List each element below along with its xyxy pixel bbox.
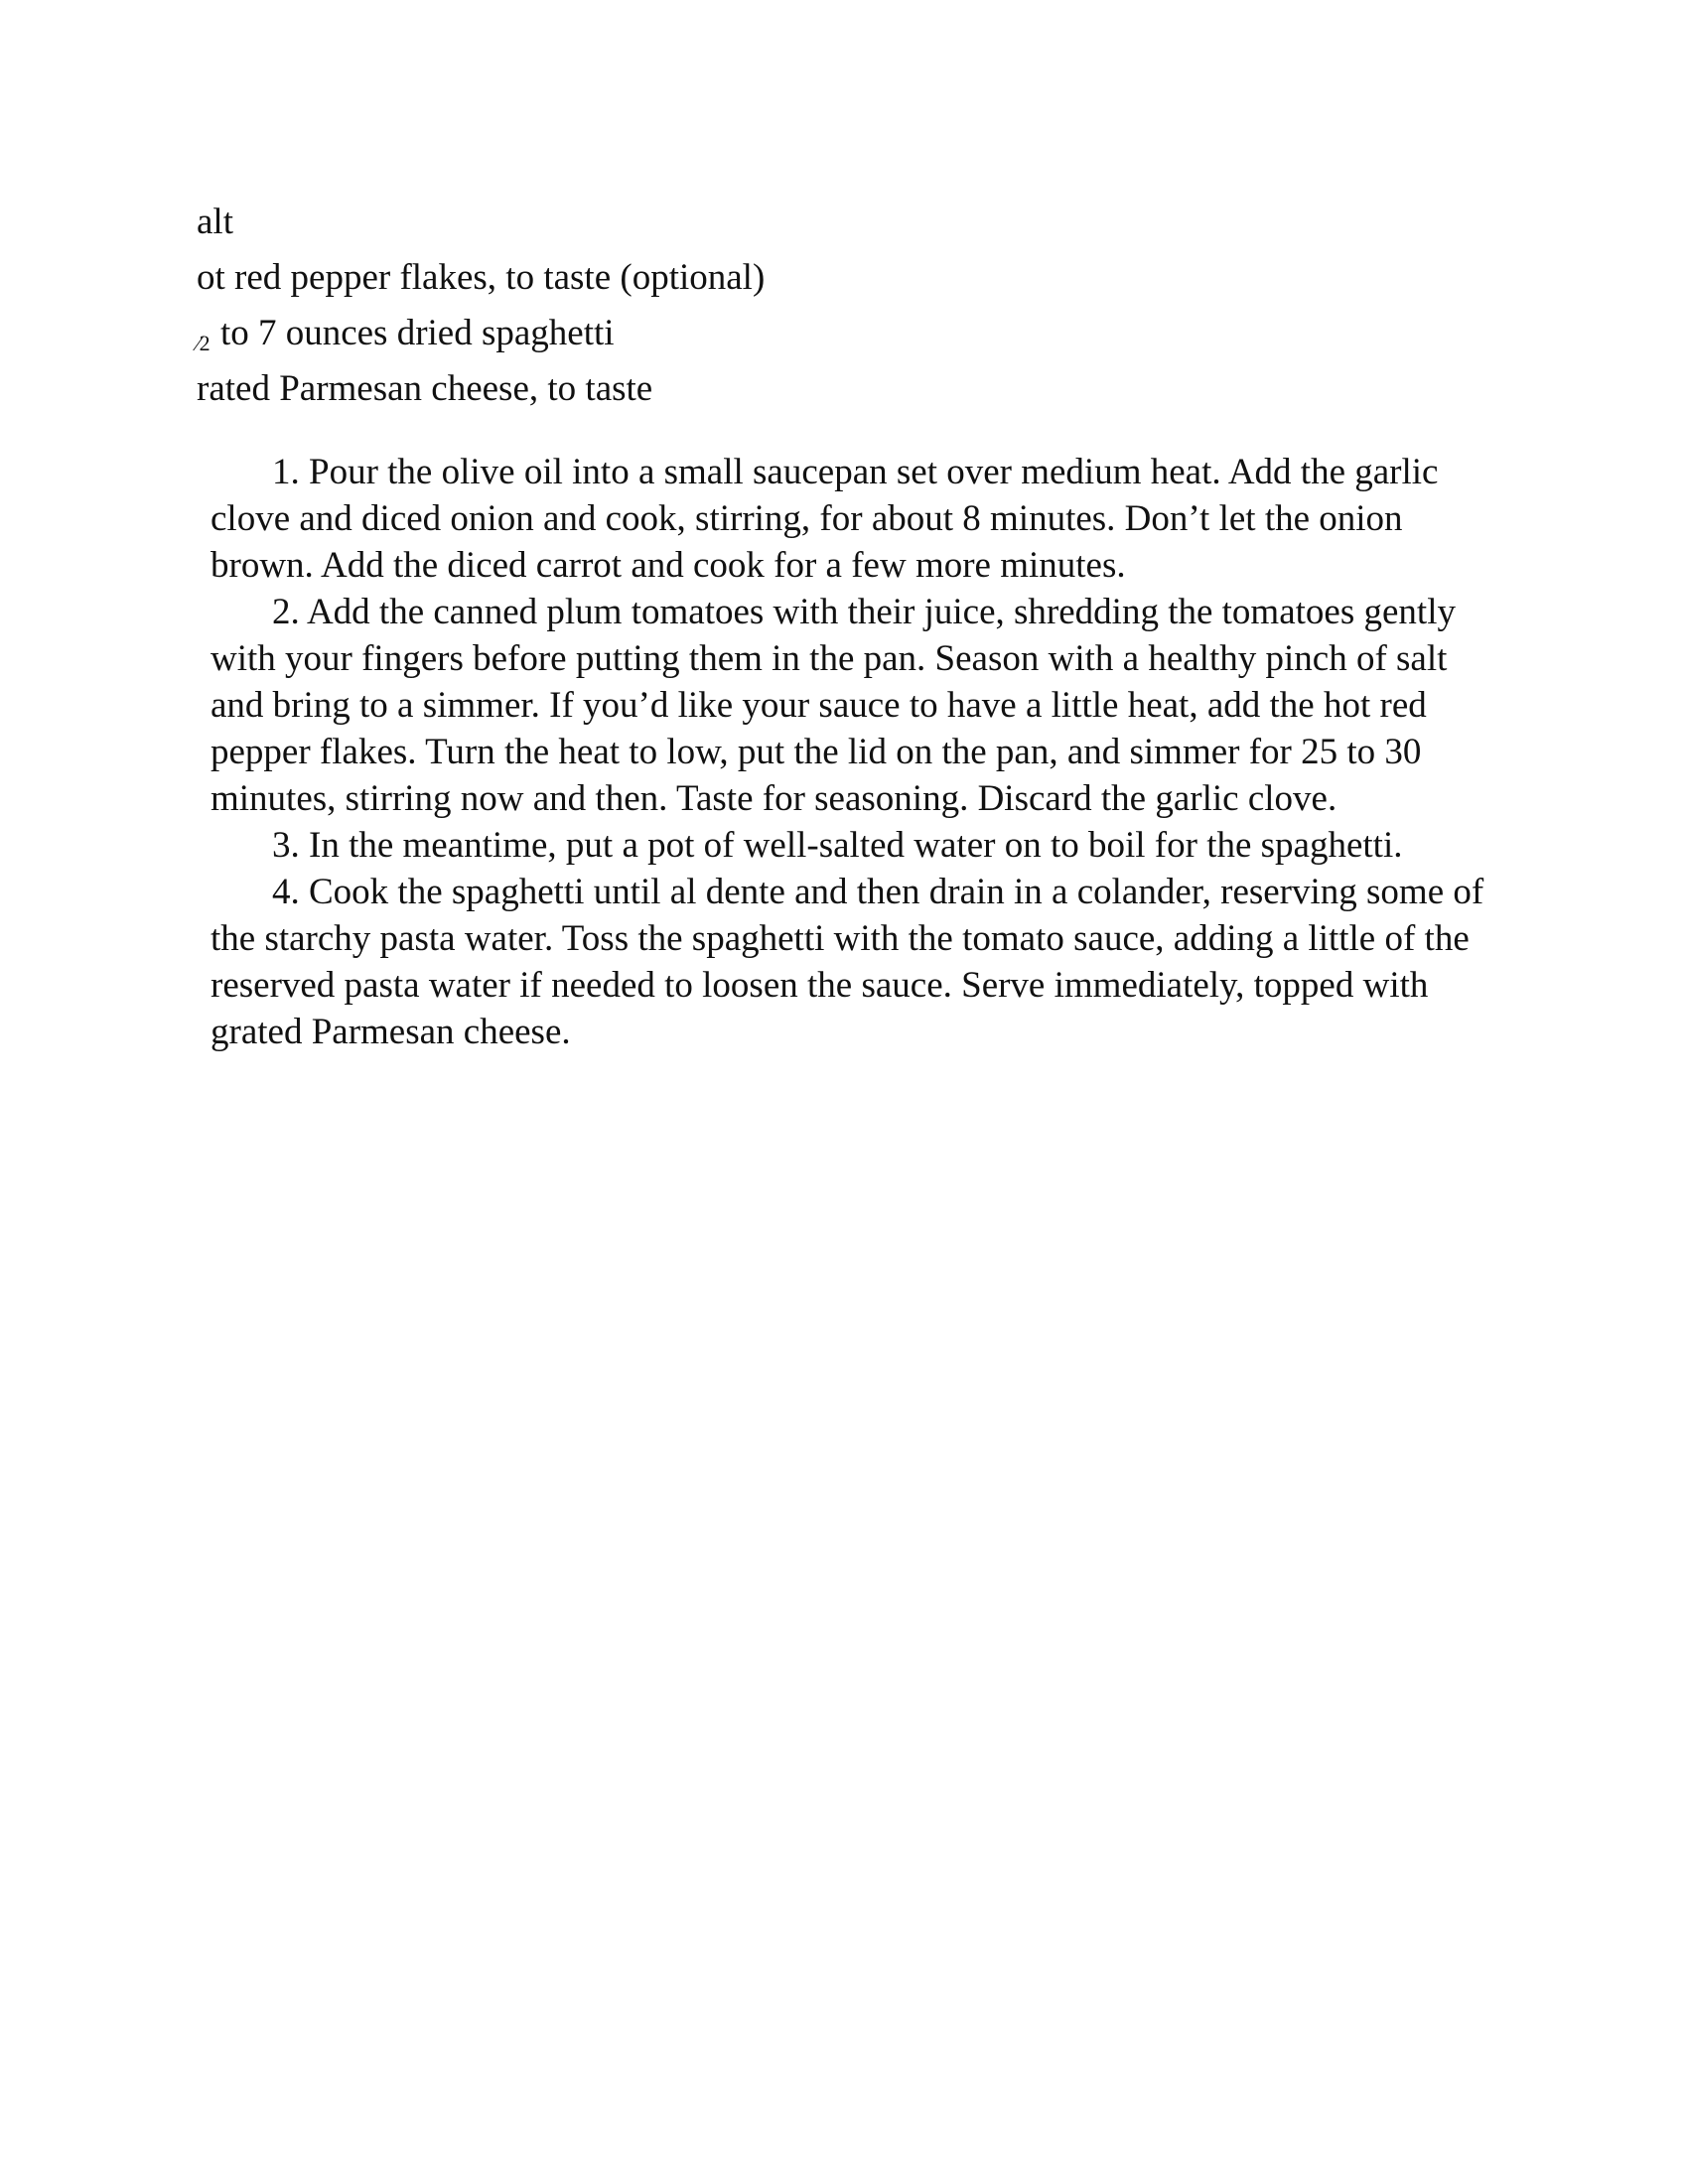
ingredient-item	[197, 250, 1388, 306]
step-2: 2. Add the canned plum tomatoes with their juice, shredding the tomatoes gently with your fingers before putting them in the pan. Season with a healthy pinch of salt and bring to a simmer. If you’d like your sauce to have a little heat, add the hot red pepper flakes. Turn the heat to low, put the lid on the pan, and simmer for 25 to 30 minutes, stirring now and then. Taste for seasoning. Discard the garlic clove.	[211, 592, 1456, 819]
ingredient-item	[197, 306, 1388, 361]
ingredient-list	[197, 195, 1388, 417]
ingredient-fraction: ⁄2	[197, 331, 210, 355]
ingredient-text: rated Parmesan cheese, to taste	[197, 368, 653, 409]
step-1: 1. Pour the olive oil into a small saucepan set over medium heat. Add the garlic clove and diced onion and cook, stirring, for about 8 minutes. Don’t let the onion brown. Add the diced carrot and cook for a few more minutes.	[211, 452, 1439, 586]
step-4: 4. Cook the spaghetti until al dente and then drain in a colander, reserving some of the starchy pasta water. Toss the spaghetti with the tomato sauce, adding a little of the reserved pasta water if needed to loosen the sauce. Serve immediately, topped with grated Parmesan cheese.	[211, 872, 1484, 1052]
ingredient-text: ot red pepper flakes, to taste (optional)	[197, 257, 766, 298]
ingredient-text: to 7 ounces dried spaghetti	[211, 313, 615, 353]
ingredient-item	[197, 195, 1388, 250]
ingredient-item	[197, 361, 1388, 417]
ingredient-text: alt	[197, 202, 233, 242]
instruction-steps	[211, 449, 1491, 1055]
step-3: 3. In the meantime, put a pot of well-salted water on to boil for the spaghetti.	[272, 825, 1403, 866]
